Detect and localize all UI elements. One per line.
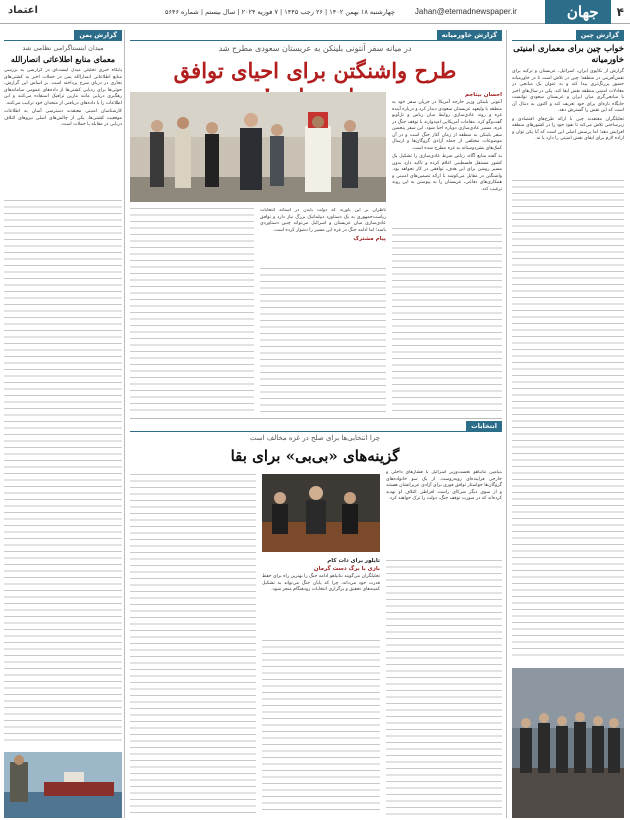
lead-body-p1: آنتونی بلینکن وزیر خارجه آمریکا در جریان سفر خود به منطقه با ولیعهد عربستان سعودی دیدار کرد و درباره آینده غزه و روند عادی‌سازی روابط میان ریاض و تل‌آویو گفت‌وگو کرد. مقامات آمریکایی امیدوارند با توقف جنگ در غزه، مسیر عادی‌سازی دوباره احیا شود. این سفر پنجمین سفر بلینکن به منطقه از زمان آغاز جنگ است و در آن موضوعات مختلفی از جمله آزادی گروگان‌ها و ارسال کمک‌های بشردوستانه به غزه مطرح شده است. (392, 100, 502, 151)
yemen-supertitle: میدان اینستاگرامی نظامی شد (22, 44, 104, 52)
column-divider-left (124, 30, 125, 818)
yemen-kicker-bar (4, 30, 122, 41)
page-number: ۴ (616, 4, 624, 19)
bbc-headline: گزینه‌های «بی‌بی» برای بقا (230, 447, 400, 465)
blinken-photo-svg (130, 92, 386, 202)
page-header (0, 0, 630, 24)
yemen-body-p2: کارشناسان امنیتی معتقدند دسترسی آسان به اطلاعات موقعیت کشتی‌ها، یکی از چالش‌های اصلی نیروهای ائتلاف دریایی در مقابله با حملات است. (4, 109, 122, 127)
lead-kicker-bar (130, 30, 502, 41)
lead-byline: احسان بیتاجم (464, 92, 502, 98)
newspaper-logo: اعتماد (8, 5, 38, 16)
bbc-body (386, 470, 502, 503)
lead-body-col2 (260, 208, 386, 234)
bbc-col2-lines (262, 640, 380, 815)
china-body-p1: گزارش از تکاپوی ایران، اسرائیل، عربستان و ترکیه برای نقش‌آفرینی در منطقه؛ چین در تلاش است تا در خاورمیانه حضور پررنگ‌تری پیدا کند و به عنوان یک میانجی در معادلات امنیتی منطقه نقش ایفا کند. پکن در سال‌های اخیر با میانجی‌گری میان ایران و عربستان سعودی توانست جایگاه تازه‌ای برای خود تعریف کند و اکنون به دنبال آن است که این نقش را گسترش دهد. (512, 69, 624, 113)
china-photo (512, 668, 624, 818)
date-line: چهارشنبه ۱۸ بهمن ۱۴۰۲ | ۲۶ رجب ۱۴۴۵ | ۷ فوریه ۲۰۲۴ | سال بیستم | شماره ۵۶۴۶ (164, 7, 395, 16)
lead-photo (130, 92, 386, 202)
section-divider (130, 418, 502, 419)
lead-body-p2: به گفته منابع آگاه، ریاض شرط عادی‌سازی را تشکیل یک کشور مستقل فلسطینی اعلام کرده و تاکید دارد بدون مسیر روشن برای این هدف، توافقی در کار نخواهد بود. واشنگتن در مقابل می‌کوشد با ارائه تضمین‌های امنیتی و همکاری‌های دفاعی، عربستان را به پیوستن به این روند ترغیب کند. (392, 154, 502, 192)
column-divider (506, 30, 507, 818)
bbc-photo (262, 474, 380, 552)
lead-kicker: گزارش خاورمیانه (437, 30, 502, 40)
bbc-subhead: بازی با برگ دست گرمان (313, 566, 380, 572)
lead-supertitle: در میانه سفر آنتونی بلینکن به عربستان سعودی مطرح شد (218, 44, 412, 53)
bbc-kicker-bar (130, 421, 502, 432)
lead-headline: طرح واشنگتن برای احیای توافق (173, 58, 457, 83)
bbc-col1-lines (386, 560, 502, 815)
ship-photo-svg (4, 752, 122, 818)
bbc-supertitle: چرا انتخابی‌ها برای صلح در غزه مخالف است (249, 434, 381, 442)
lead-col2-lines (260, 268, 386, 412)
lead-body-p3: ناظران بر این باورند که دولت بایدن در آستانه انتخابات ریاست‌جمهوری به یک دستاورد دیپلماتیک بزرگ نیاز دارد و توافق عادی‌سازی میان عربستان و اسرائیل می‌تواند چنین دستاوردی باشد؛ اما ادامه جنگ در غزه این مسیر را دشوار کرده است. (260, 208, 386, 233)
yemen-title: معمای منابع اطلاعاتی انصارالله (10, 54, 116, 64)
bbc-body-col2 (262, 574, 380, 594)
lead-col3-lines (130, 208, 254, 412)
bbc-byline: تایلور برای دات کام (327, 558, 380, 564)
yemen-kicker: گزارش یمن (74, 30, 122, 40)
section-title: جهان (545, 0, 611, 24)
bbc-body-p2: تحلیلگران می‌گویند نتانیاهو ادامه جنگ را بهترین راه برای حفظ قدرت خود می‌داند، چرا که پایان جنگ می‌تواند به تشکیل کمیته‌های تحقیق و برگزاری انتخابات زودهنگام منجر شود. (262, 574, 380, 592)
section-email[interactable]: Jahan@etemadnewspaper.ir (414, 7, 517, 16)
yemen-body (4, 68, 122, 129)
yemen-body-p1: پایگاه خبری تحلیلی میدل ایست‌آی در گزارشی به بررسی منابع اطلاعاتی انصارالله یمن در حملات اخیر به کشتی‌های تجاری در دریای سرخ پرداخته است. بر اساس این گزارش، حوثی‌ها برای ردیابی کشتی‌ها از داده‌های عمومی سامانه‌های رهگیری دریایی مانند مارین ترافیک استفاده می‌کنند و این اطلاعات را با داده‌های دریافتی از متحدان خود ترکیب می‌کنند. (4, 68, 122, 106)
china-kicker: گزارش چین (576, 30, 624, 40)
yemen-text-lines (4, 200, 122, 745)
meeting-photo-svg (512, 668, 624, 818)
lead-subhead: پیام مشترک (353, 236, 386, 242)
china-title: خواب چین برای معماری امنیتی خاورمیانه (513, 44, 624, 65)
china-body-p2: تحلیلگران معتقدند چین با ارائه طرح‌های اقتصادی و زیرساختی تلاش می‌کند تا نفوذ خود را در کشورهای منطقه افزایش دهد؛ اما پرسش اصلی این است که آیا پکن توان و اراده لازم برای ایفای نقش امنیتی را دارد یا نه. (512, 116, 624, 141)
lead-body (392, 100, 502, 193)
knesset-photo-svg (262, 474, 380, 552)
bbc-body-p1: بنیامین نتانیاهو نخست‌وزیر اسرائیل با فشارهای داخلی و خارجی فزاینده‌ای روبه‌روست. از یک سو خانواده‌های گروگان‌ها خواستار توافق فوری برای آزادی عزیزانشان هستند و از سوی دیگر شرکای راست افراطی ائتلاف او تهدید کرده‌اند که در صورت توقف جنگ، دولت را ترک خواهند کرد. (386, 470, 502, 501)
lead-text-lines (392, 228, 502, 412)
bbc-kicker: انتخابات (466, 421, 502, 431)
china-kicker-bar (512, 30, 624, 41)
china-text-lines (512, 180, 624, 660)
bbc-col3-lines (130, 474, 256, 815)
yemen-photo (4, 752, 122, 818)
china-body (512, 69, 624, 143)
